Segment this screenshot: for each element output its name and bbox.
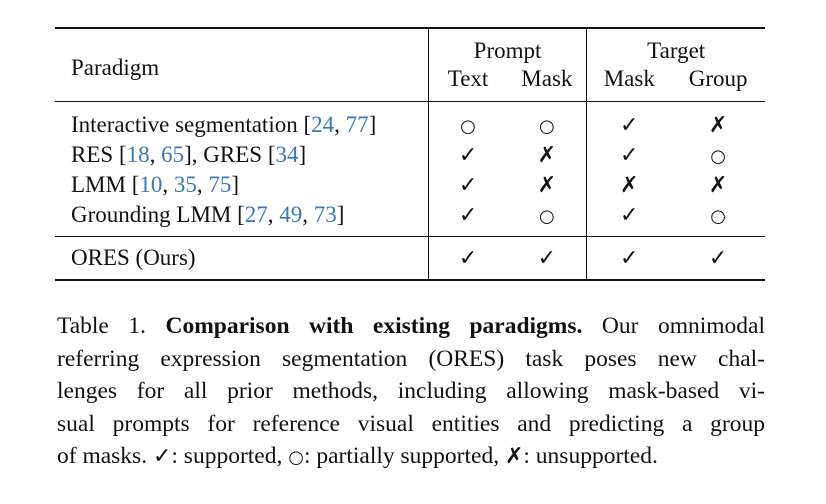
header-prompt-text: Text: [428, 64, 507, 101]
caption-text: Our omnimodal: [601, 313, 765, 339]
cell-target-mask: [587, 236, 671, 280]
row-paradigm-cell: LMM [10, 35, 75]: [71, 171, 240, 197]
header-prompt-mask: Mask: [521, 66, 573, 92]
cell-target-mask: [587, 170, 671, 200]
row-paradigm-cell: [55, 236, 428, 280]
legend-supported-text: : supported,: [171, 443, 283, 469]
table-row: [55, 170, 765, 200]
legend-unsupported-text: : unsupported.: [523, 443, 658, 469]
cite-bracket: ]: [368, 111, 377, 137]
citation-link[interactable]: 27: [244, 201, 268, 227]
cell-target-mask: [587, 101, 671, 140]
cross-icon: ✗: [537, 172, 557, 198]
cross-icon: ✗: [620, 172, 639, 198]
caption-label: Table 1.: [57, 313, 146, 339]
cite-bracket: [: [125, 171, 140, 197]
caption-title: Comparison with existing paradigms.: [165, 313, 583, 339]
check-icon: ✓: [620, 202, 639, 228]
table-row: [55, 140, 765, 170]
citation-link[interactable]: 10: [139, 171, 163, 197]
cite-bracket: ]: [298, 141, 307, 167]
cell-prompt-text: [428, 101, 507, 140]
comparison-table: [55, 27, 765, 281]
table-row: [55, 200, 765, 237]
citation-link[interactable]: 73: [313, 201, 337, 227]
cell-target-group: [671, 140, 765, 170]
cite-bracket: ]: [231, 171, 240, 197]
cell-prompt-text: [428, 170, 507, 200]
partial-icon: ○: [539, 205, 555, 227]
cell-target-mask: [587, 200, 671, 237]
header-prompt-group: Prompt: [428, 28, 587, 64]
cite-bracket: [: [231, 201, 245, 227]
header-target-group: Target: [587, 28, 765, 64]
citation-link[interactable]: 75: [208, 171, 232, 197]
cell-target-group: [671, 170, 765, 200]
legend-partial-text: : partially supported,: [303, 443, 500, 469]
check-icon: ✓: [537, 245, 557, 271]
paradigm-name: LMM: [71, 171, 126, 197]
header-target-mask: Mask: [587, 64, 671, 101]
cite-bracket: ]: [336, 201, 345, 227]
header-target-group: Group: [688, 66, 748, 92]
cross-icon: ✗: [504, 444, 524, 469]
table-row: [55, 101, 765, 140]
cite-bracket: [: [262, 141, 276, 167]
paradigm-name: RES: [71, 141, 114, 167]
citation-link[interactable]: 34: [275, 141, 299, 167]
check-icon: ✓: [458, 172, 478, 198]
caption-text: of masks.: [57, 443, 148, 469]
partial-icon: ○: [460, 115, 476, 137]
check-icon: ✓: [458, 202, 478, 228]
cross-icon: ✗: [537, 142, 557, 168]
partial-icon: ○: [539, 115, 555, 137]
check-icon: ✓: [620, 142, 639, 168]
citation-link[interactable]: 18: [126, 141, 150, 167]
citation-link[interactable]: 24: [311, 111, 335, 137]
cross-icon: ✗: [708, 172, 728, 198]
cite-bracket: ]: [184, 141, 192, 167]
cell-prompt-mask: [507, 101, 587, 140]
citation-link[interactable]: 49: [279, 201, 303, 227]
table-header-group-row: [55, 28, 765, 64]
partial-icon: ○: [288, 447, 304, 468]
cell-target-group: [671, 200, 765, 237]
paradigm-name-2: , GRES: [191, 141, 263, 167]
caption-line: referring expression segmentation (ORES) task poses new chal-: [57, 345, 765, 372]
cell-prompt-mask: [507, 200, 587, 237]
check-icon: ✓: [458, 245, 478, 271]
row-paradigm-cell: Grounding LMM [27, 49, 73]: [71, 201, 345, 227]
citation-link[interactable]: 77: [345, 111, 369, 137]
citation-link[interactable]: 35: [173, 171, 197, 197]
caption-line: sual prompts for reference visual entities and predicting a group: [57, 410, 765, 437]
cell-prompt-text: [428, 200, 507, 237]
check-icon: ✓: [708, 245, 728, 271]
comparison-table-container: [55, 27, 765, 281]
cell-target-group: [671, 101, 765, 140]
table-caption: [57, 310, 765, 475]
cell-prompt-mask: [507, 236, 587, 280]
citation-link[interactable]: 65: [161, 141, 185, 167]
cell-target-group: [671, 236, 765, 280]
paradigm-name: ORES (Ours): [71, 244, 196, 270]
table-row-ours: [55, 236, 765, 280]
caption-line: [57, 310, 765, 343]
header-paradigm: Paradigm: [71, 54, 160, 80]
cite-bracket: [: [297, 111, 312, 137]
paradigm-name: Grounding LMM: [71, 201, 232, 227]
cell-prompt-mask: [507, 140, 587, 170]
cell-prompt-text: [428, 140, 507, 170]
cell-prompt-mask: [507, 170, 587, 200]
cell-prompt-text: [428, 236, 507, 280]
check-icon: ✓: [152, 444, 172, 469]
cross-icon: ✗: [708, 112, 728, 138]
cite-bracket: [: [113, 141, 127, 167]
partial-icon: ○: [710, 205, 726, 227]
check-icon: ✓: [458, 142, 478, 168]
partial-icon: ○: [710, 145, 726, 167]
check-icon: ✓: [620, 112, 639, 138]
cell-target-mask: [587, 140, 671, 170]
caption-line: lenges for all prior methods, including allowing mask-based vi-: [57, 378, 765, 404]
paradigm-name: Interactive segmentation: [71, 111, 298, 137]
row-paradigm-cell: RES [18, 65], GRES [34]: [71, 141, 307, 167]
caption-line: [57, 440, 765, 475]
check-icon: ✓: [620, 245, 639, 271]
row-paradigm-cell: Interactive segmentation [24, 77]: [71, 111, 377, 137]
